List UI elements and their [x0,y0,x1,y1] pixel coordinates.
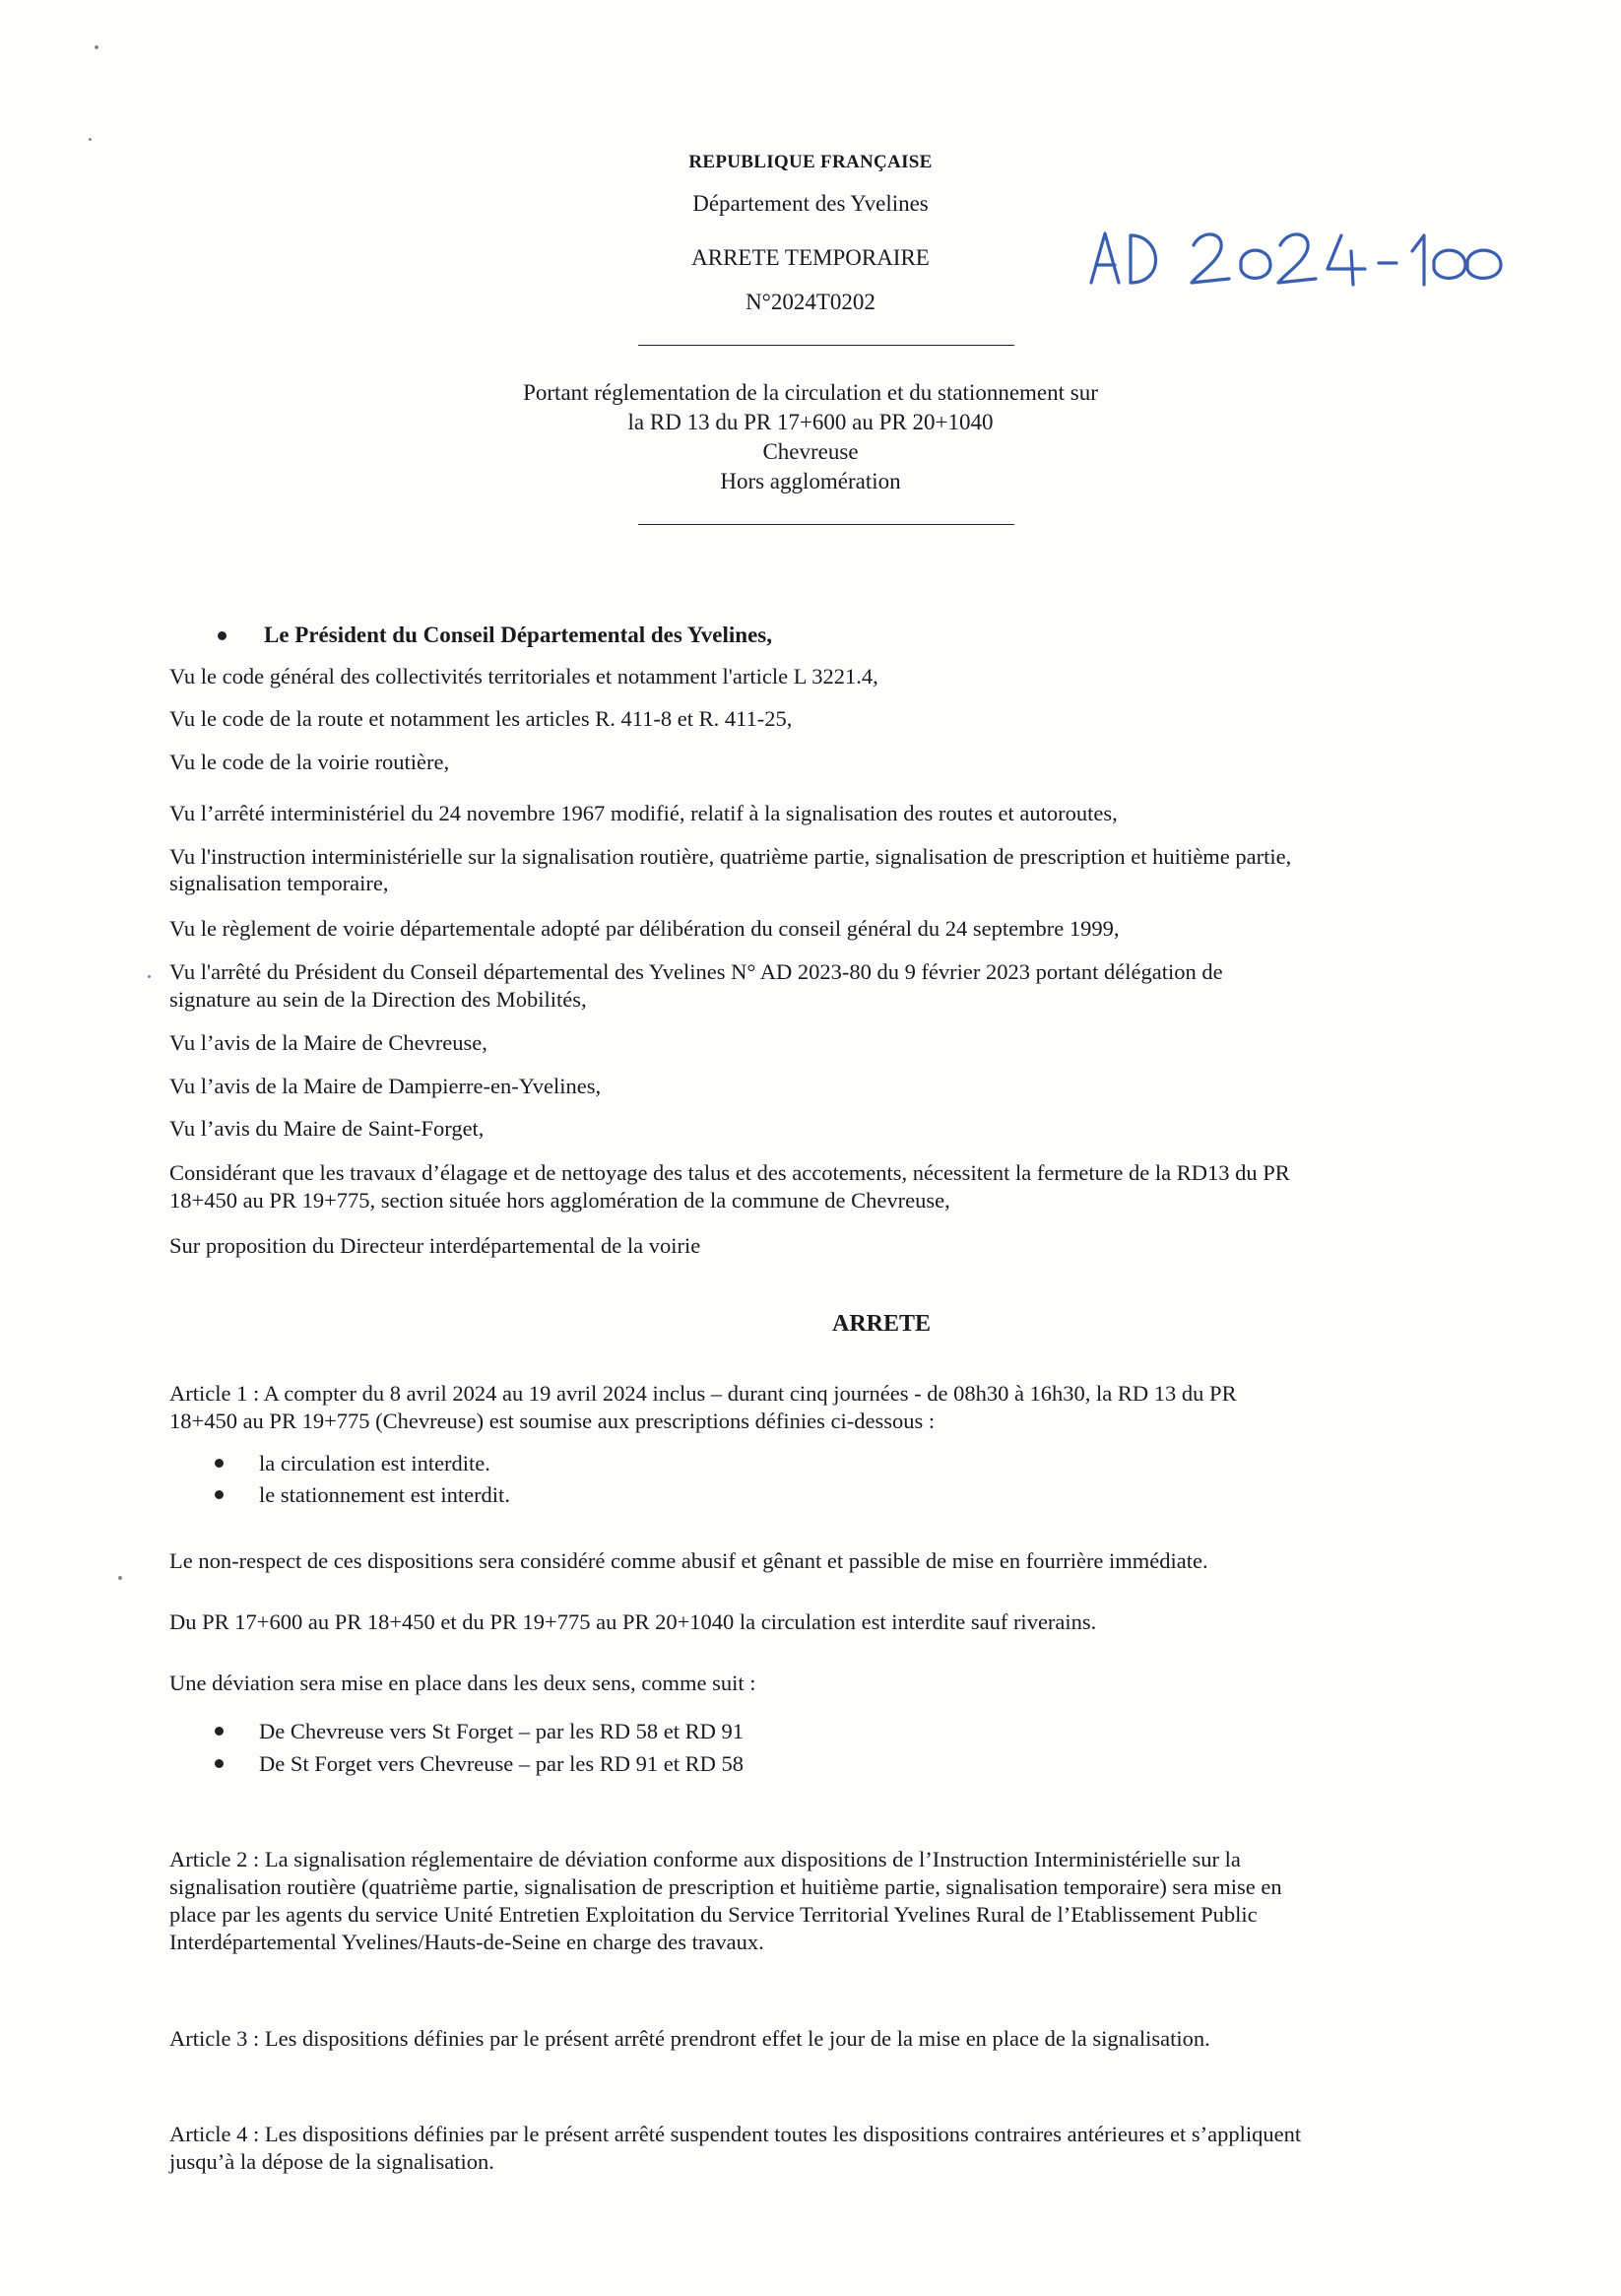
article-2-text: Interdépartemental Yvelines/Hauts-de-Seine en charge des travaux. [169,1930,764,1954]
article-1-bullet: le stationnement est interdit. [259,1482,510,1507]
decree-number: N°2024T0202 [746,290,875,314]
arrete-title: ARRETE [831,1311,932,1337]
considerant-clause: Considérant que les travaux d’élagage et de nettoyage des talus et des accotements, nécessitent la fermeture de la RD13 du PR [169,1160,1290,1185]
vu-clause: signature au sein de la Direction des Mobilités, [169,987,587,1012]
article-2-text: Article 2 : La signalisation réglementaire de déviation conforme aux dispositions de l’Instruction Interministérielle sur la [169,1847,1241,1871]
subject-line-4: Hors agglomération [720,469,901,493]
scan-speck [89,138,92,141]
subject-line-2: la RD 13 du PR 17+600 au PR 20+1040 [627,410,994,434]
bullet-icon [215,1459,224,1468]
decree-type: ARRETE TEMPORAIRE [691,245,930,270]
vu-clause: Vu le code général des collectivités territoriales et notamment l'article L 3221.4, [169,664,878,689]
article-1-text: Article 1 : A compter du 8 avril 2024 au 19 avril 2024 inclus – durant cinq journées - de 08h30 à 16h30, la RD 13 du PR [169,1381,1237,1406]
header-separator [638,345,1014,346]
republic-heading: REPUBLIQUE FRANÇAISE [688,152,933,172]
article-2-text: place par les agents du service Unité Entretien Exploitation du Service Territorial Yvelines Rural de l’Etablissement Public [169,1902,1258,1927]
bullet-icon [218,631,227,640]
subject-line-1: Portant réglementation de la circulation et du stationnement sur [523,380,1098,405]
article-1-paragraph: Une déviation sera mise en place dans les deux sens, comme suit : [169,1671,756,1695]
vu-clause: Vu l’avis du Maire de Saint-Forget, [169,1116,485,1141]
article-1-bullet: la circulation est interdite. [259,1451,490,1476]
bullet-icon [215,1759,224,1768]
vu-clause: Vu le code de la voirie routière, [169,750,450,774]
scan-speck [148,975,151,978]
vu-clause: Vu l'arrêté du Président du Conseil départemental des Yvelines N° AD 2023-80 du 9 février 2023 portant délégation de [169,959,1223,984]
vu-clause: Vu l'instruction interministérielle sur la signalisation routière, quatrième partie, signalisation de prescription et huitième partie, [169,844,1292,869]
article-4-text: Article 4 : Les dispositions définies par le présent arrêté suspendent toutes les dispositions contraires antérieures et s’appliquent [169,2122,1302,2146]
proposition-clause: Sur proposition du Directeur interdépartemental de la voirie [169,1233,701,1258]
bullet-icon [215,1490,224,1499]
article-1-paragraph: Du PR 17+600 au PR 18+450 et du PR 19+775 au PR 20+1040 la circulation est interdite sauf riverains. [169,1609,1097,1634]
scan-speck [118,1576,122,1580]
scan-speck [95,45,98,49]
article-3-text: Article 3 : Les dispositions définies par le présent arrêté prendront effet le jour de la mise en place de la signalisation. [169,2026,1210,2051]
article-1-text: 18+450 au PR 19+775 (Chevreuse) est soumise aux prescriptions définies ci-dessous : [169,1409,936,1433]
deviation-item: De St Forget vers Chevreuse – par les RD 91 et RD 58 [259,1751,745,1776]
article-2-text: signalisation routière (quatrième partie, signalisation de prescription et huitième partie, signalisation temporaire) sera mise en [169,1874,1282,1899]
article-1-paragraph: Le non-respect de ces dispositions sera considéré comme abusif et gênant et passible de mise en fourrière immédiate. [169,1548,1208,1573]
subject-line-3: Chevreuse [762,439,859,464]
department-heading: Département des Yvelines [692,191,929,216]
vu-clause: Vu l’avis de la Maire de Chevreuse, [169,1030,487,1055]
deviation-item: De Chevreuse vers St Forget – par les RD 58 et RD 91 [259,1719,745,1743]
president-heading: Le Président du Conseil Départemental des Yvelines, [264,623,772,647]
article-4-text: jusqu’à la dépose de la signalisation. [169,2149,494,2174]
subject-separator [638,524,1014,525]
vu-clause: Vu le code de la route et notamment les articles R. 411-8 et R. 411-25, [169,706,793,731]
considerant-clause: 18+450 au PR 19+775, section située hors agglomération de la commune de Chevreuse, [169,1188,950,1213]
handwritten-reference [1083,222,1517,310]
vu-clause: Vu l’avis de la Maire de Dampierre-en-Yvelines, [169,1074,602,1098]
vu-clause: Vu l’arrêté interministériel du 24 novembre 1967 modifié, relatif à la signalisation des routes et autoroutes, [169,801,1118,825]
vu-clause: signalisation temporaire, [169,871,389,895]
bullet-icon [215,1727,224,1736]
vu-clause: Vu le règlement de voirie départementale adopté par délibération du conseil général du 24 septembre 1999, [169,916,1120,941]
